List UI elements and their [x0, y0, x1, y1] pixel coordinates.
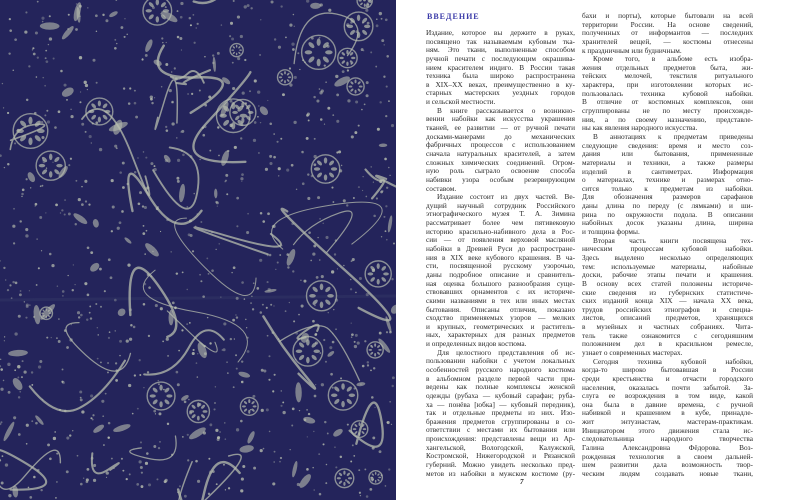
paragraph [582, 237, 753, 358]
text-line: ческим людям создавать новые ткани, [582, 469, 753, 478]
text-line: пользовании набойки с учетом локальных [426, 357, 575, 366]
text-line: ны как явления народного искусства. [582, 124, 698, 133]
paragraph [426, 107, 575, 193]
text-line: и определенных видов костюма. [426, 340, 527, 349]
text-line: материалы и техники, а также размеры [582, 158, 753, 167]
text-line: особенностей русского народного костюма [426, 365, 575, 374]
text-line: историю красильно-набивного дела в Рос- [426, 227, 575, 236]
text-line: бахи и порты), которые бытовали на всей [582, 12, 753, 20]
text-line: ническим процессам кубовой набойки. [582, 245, 753, 254]
text-line: ха — понёва [юбка] — кубовый передник), [426, 400, 575, 409]
text-line: бытования. Описаны отличия, показано [426, 305, 575, 314]
text-line: ручной печати с последующим окрашива- [426, 54, 575, 63]
text-line: Костромской, Нижегородской и Рязанской [426, 452, 575, 461]
text-column-2 [582, 12, 753, 479]
text-line: о материалах, технике и размерах отно- [582, 176, 753, 185]
text-line: Здесь выделено несколько определяющих [582, 253, 753, 262]
text-line: ния, а по своему назначению, представле- [582, 115, 753, 124]
text-line: В аннотациях к предметам приведены [593, 132, 753, 141]
text-line: рассматривает более чем пятивековую [426, 219, 575, 228]
text-line: слуга ее возрождения в том виде, какой [582, 392, 753, 401]
text-line: сти, посвященной русскому узорочью, [426, 262, 575, 271]
paragraph [426, 29, 575, 107]
text-line: и сельской местности. [426, 98, 496, 107]
text-line: ную роль сыграло освоение способа [426, 167, 575, 176]
text-line: тель также ознакомится с сегодняшним [582, 331, 753, 340]
text-line: доски, рабочие этапы печати и крашения. [582, 271, 753, 280]
text-line: посвящено так называемым кубовым тка- [426, 37, 575, 46]
text-line: сходство применяемых узоров — мелких [426, 314, 575, 323]
text-line: хранителей вещей, — костюмы отнесены [582, 37, 753, 46]
text-line: даны подробное описание и сравнитель- [426, 270, 575, 279]
paragraph [582, 358, 753, 479]
text-line: нием красителем индиго. В России такая [426, 63, 575, 72]
text-line: сложных химических соединений. Огром- [426, 158, 575, 167]
text-line: этнографического музея Т. А. Зимина [426, 210, 575, 219]
paragraph [582, 133, 753, 237]
text-line: территории России. На основе сведений, [582, 20, 753, 29]
text-line: жит энтузиастам, мастерам-практикам. [582, 418, 753, 427]
text-line: она была в давние времена, с ручной [582, 400, 753, 409]
text-line: набивкой и крашением в кубе, принадле- [582, 409, 753, 418]
text-line: составом. [426, 184, 457, 193]
text-line: даны длина по переду (с лямками) и ши- [582, 202, 753, 211]
text-line: набойных досок указаны длина, ширина [582, 219, 753, 228]
text-line: трудов российских этнографов и специа- [582, 305, 753, 314]
text-line: ствовавших орнаментов с их историче- [426, 288, 575, 297]
text-line: так и отдельные предметы из них. Изо- [426, 409, 575, 418]
text-line: вении набойки как искусства украшения [426, 115, 575, 124]
text-line: ная оценка большого разнообразия суще- [426, 279, 575, 288]
paragraph [426, 193, 575, 349]
page-number: 7 [520, 478, 524, 486]
text-line: ответствии с местами их бытования или [426, 426, 575, 435]
paragraph [582, 12, 753, 55]
text-line: тейских мелочей, текстиля ритуального [582, 72, 753, 81]
text-line: одежды (рубаха — кубовый сарафан; руба- [426, 391, 575, 400]
text-line: В книге рассказывается о возникно- [437, 106, 575, 115]
text-line: фабричных процессов с использованием [426, 141, 575, 150]
text-line: в альбомном разделе первой части при- [426, 374, 575, 383]
text-line: следующие сведения: время и место соз- [582, 141, 753, 150]
text-line: рожденная технология в своем дальней- [582, 452, 753, 461]
text-line: ские сведения из губернских статистиче- [582, 288, 753, 297]
text-line: тем: используемые материалы, набойные [582, 262, 753, 271]
paragraph [582, 55, 753, 133]
right-page [396, 0, 789, 500]
text-line: к праздничным или будничным. [582, 46, 682, 55]
text-line: и крупных, геометрических и раститель- [426, 322, 575, 331]
text-line: скими названиями в тех или иных местах [426, 296, 575, 305]
text-line: ния в XIX веке кубового крашения. В ча- [426, 253, 575, 262]
text-line: характера, при изготовлении которых ис- [582, 81, 753, 90]
text-line: дания или бытования, примененные [582, 150, 753, 159]
text-line: бражения предметов сгруппированы в со- [426, 417, 575, 426]
text-line: Для целостного представления об ис- [437, 348, 575, 357]
text-line: среди крестьянства и отчасти городского [582, 374, 753, 383]
text-line: ведены как полные комплексы женской [426, 383, 575, 392]
text-line: положением дел в красильном ремесле, [582, 340, 753, 349]
text-line: Издание, которое вы держите в руках, [426, 29, 575, 37]
text-line: губерний. Можно увидеть несколько пред- [426, 461, 575, 470]
text-line: сится только к предметам из набойки. [582, 184, 753, 193]
text-line: тканей, ее развитии — от ручной печати [426, 124, 575, 133]
text-line: Издание состоит из двух частей. Ве- [437, 193, 575, 202]
text-line: происхождения: представлены вещи из Ар- [426, 435, 575, 444]
text-line: в музейных и частных собраниях. Чита- [582, 323, 753, 332]
text-line: хангельской, Вологодской, Калужской, [426, 443, 575, 452]
text-line: и толщина формы. [582, 228, 640, 237]
text-line: метов из набойки в мужском костюме (ру- [426, 469, 575, 478]
text-line: когда-то широко бытовавшая в России [582, 366, 753, 375]
text-line: жения отдельных предметов быта, жи- [582, 63, 753, 72]
text-line: сначала натуральных красителей, а затем [426, 149, 575, 158]
text-line: сии — от появления верховой масляной [426, 236, 575, 245]
text-line: старных мастерских уездных городов [426, 89, 575, 98]
text-line: населения, оказалась почти забытой. За- [582, 383, 753, 392]
text-line: Для обозначения размеров сарафанов [582, 193, 753, 202]
text-line: узнает о современных мастерах. [582, 348, 683, 357]
text-line: Инициатором этого движения стала ис- [582, 426, 753, 435]
text-line: в XIX–XX веках, преимущественно в ку- [426, 80, 575, 89]
text-line: набойки в Древней Руси до распростране- [426, 245, 575, 254]
text-line: пользовалась техника кубовой набойки. [582, 89, 753, 98]
text-line: дущий научный сотрудник Российского [426, 201, 575, 210]
text-line: рина по окружности подола. В описании [582, 210, 753, 219]
text-line: Кроме того, в альбоме есть изобра- [593, 55, 753, 64]
text-line: В отличие от костюмных комплексов, они [582, 98, 753, 107]
text-line: ных, характерных для разных предметов [426, 331, 575, 340]
text-line: досками-манерами до механических [426, 132, 575, 141]
text-line: набивки узора особым резервирующим [426, 175, 575, 184]
text-line: ских изданий конца XIX — начала XX века, [582, 297, 753, 306]
text-line: изделий в сантиметрах. Информация [582, 167, 753, 176]
text-line: Галина Александровна Фёдорова. Воз- [582, 444, 753, 453]
text-line: ням. Это ткани, выполненные способом [426, 46, 575, 55]
text-line: сгруппированы не по месту происхожде- [582, 107, 753, 116]
text-line: техника была широко распространена [426, 72, 575, 81]
text-line: Вторая часть книги посвящена тех- [593, 236, 753, 245]
section-heading: ВВЕДЕНИЕ [427, 12, 480, 21]
text-line: полученных от информантов — последних [582, 29, 753, 38]
text-line: листов, описаний предметов, хранящихся [582, 314, 753, 323]
text-line: шем развитии дала возможность твор- [582, 461, 753, 470]
paragraph [426, 349, 575, 479]
text-column-1 [426, 29, 575, 478]
text-line: В основу всех статей положены историче- [582, 279, 753, 288]
text-line: Сегодня техника кубовой набойки, [593, 357, 753, 366]
text-line: следовательница народного творчества [582, 435, 753, 444]
